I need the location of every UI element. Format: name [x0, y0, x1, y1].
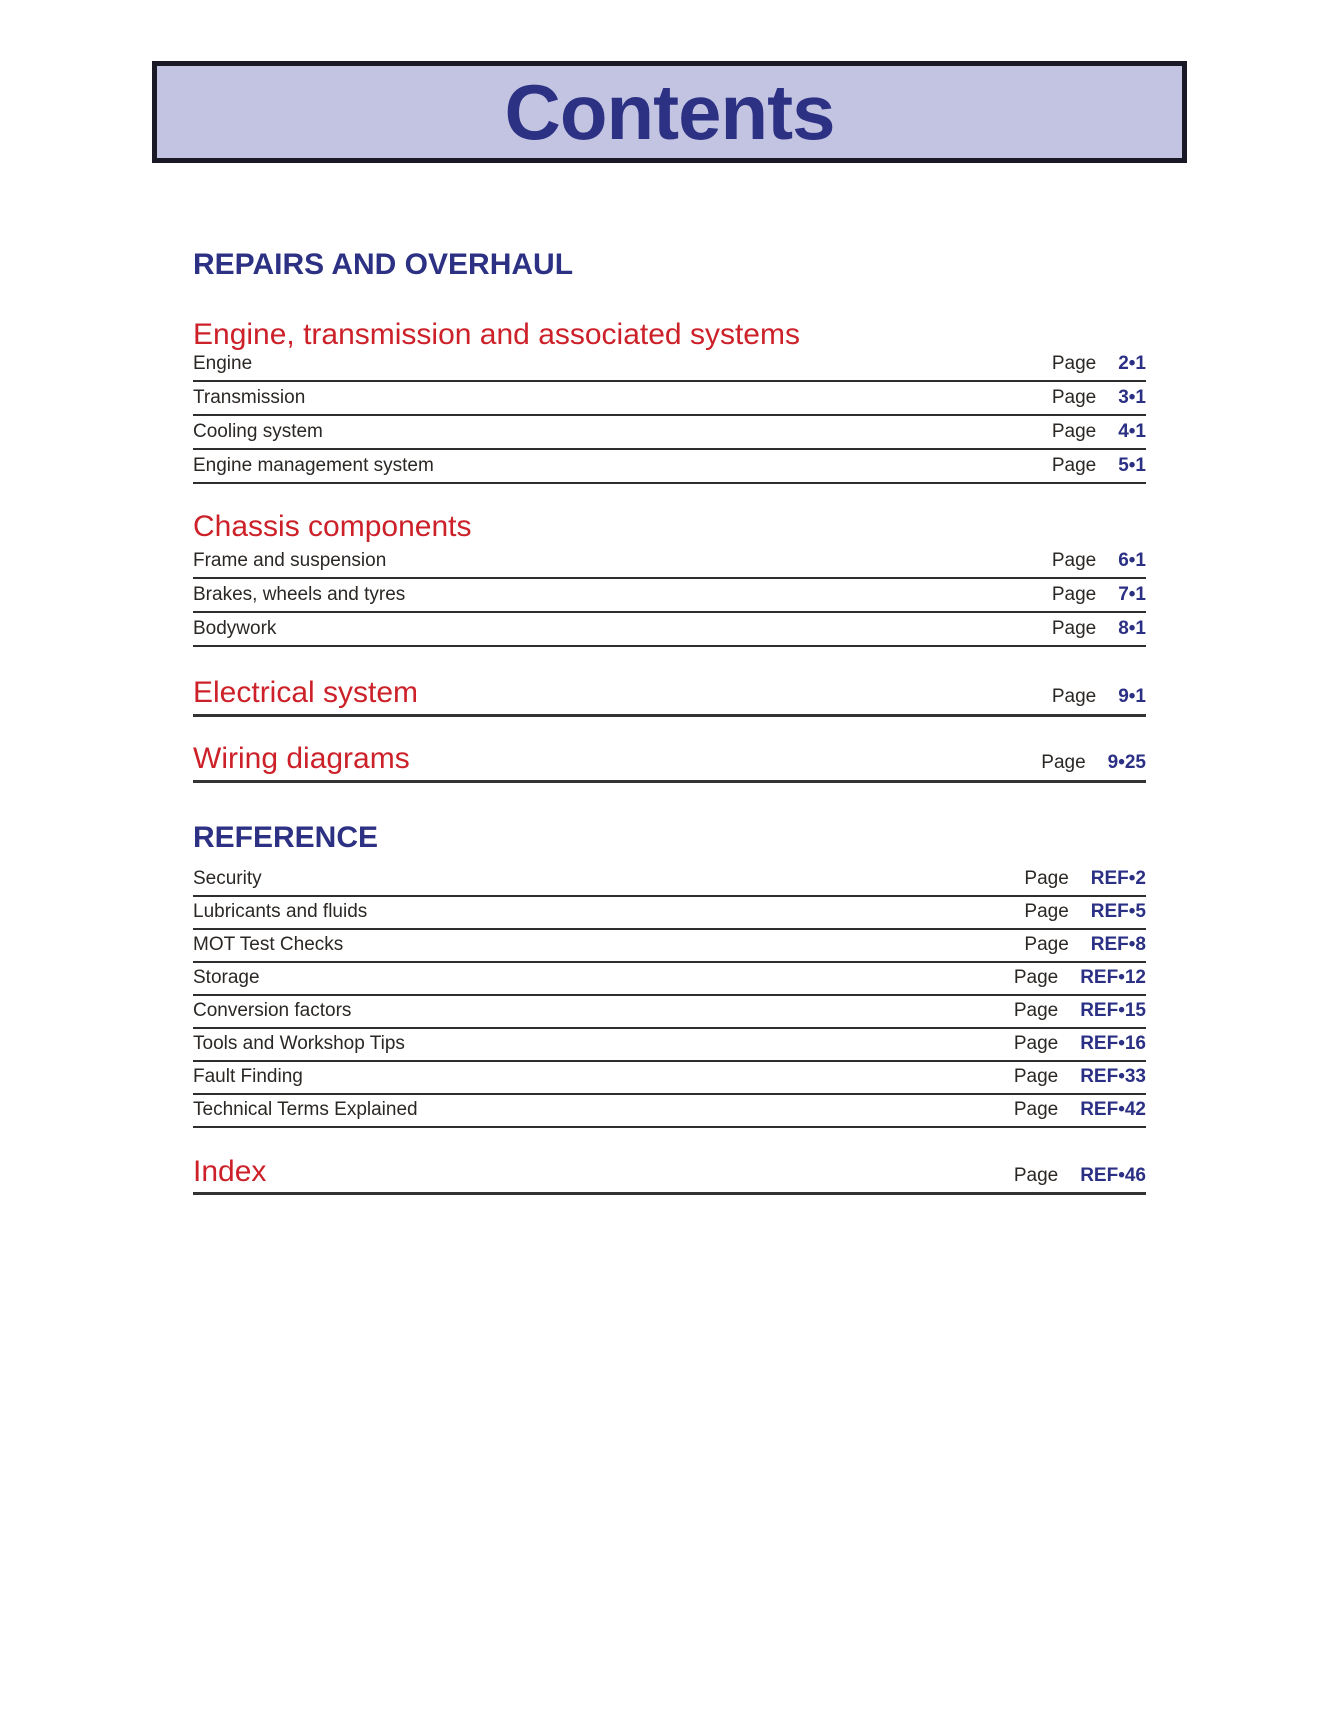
- page-number: REF•16: [1080, 1033, 1146, 1054]
- page-number: REF•15: [1080, 1000, 1146, 1021]
- toc-row-label: Cooling system: [193, 421, 323, 442]
- toc-row-mot-test-checks: [193, 930, 1146, 963]
- toc-row-fault-finding: [193, 1062, 1146, 1095]
- toc-row-label: Brakes, wheels and tyres: [193, 584, 406, 605]
- section-heading-reference: REFERENCE: [193, 821, 379, 854]
- page-number: REF•8: [1090, 934, 1146, 955]
- toc-row-lubricants-and-fluids: [193, 897, 1146, 930]
- toc-row-label: Tools and Workshop Tips: [193, 1033, 405, 1054]
- page-number: REF•5: [1090, 901, 1146, 922]
- page-word: Page: [1051, 686, 1097, 707]
- toc-row-technical-terms-explained: [193, 1095, 1146, 1128]
- toc-row-label: Bodywork: [193, 618, 277, 639]
- page-word: Page: [1013, 967, 1059, 988]
- page-number: 3•1: [1118, 387, 1146, 408]
- page-number: 7•1: [1118, 584, 1146, 605]
- toc-row-cooling-system: [193, 416, 1146, 450]
- page-number: 9•25: [1107, 752, 1146, 773]
- page-word: Page: [1024, 901, 1069, 922]
- toc-row-engine-management-system: [193, 450, 1146, 484]
- group-heading-index: Index: [193, 1155, 267, 1188]
- page-word: Page: [1041, 752, 1086, 773]
- page-number: REF•33: [1080, 1066, 1146, 1087]
- toc-row-label: Storage: [193, 967, 260, 988]
- page-word: Page: [1013, 1099, 1059, 1120]
- toc-row-tools-and-workshop-tips: [193, 1029, 1146, 1062]
- toc-row-index: [193, 1157, 1146, 1195]
- toc-row-label: Conversion factors: [193, 1000, 352, 1021]
- toc-row-label: MOT Test Checks: [193, 934, 344, 955]
- page-title: Contents: [504, 68, 835, 156]
- toc-row-brakes-wheels-tyres: [193, 579, 1146, 613]
- toc-row-transmission: [193, 382, 1146, 416]
- toc-row-label: Fault Finding: [193, 1066, 303, 1087]
- page-number: 9•1: [1118, 686, 1146, 707]
- page-word: Page: [1051, 618, 1097, 639]
- toc-row-bodywork: [193, 613, 1146, 647]
- page-word: Page: [1024, 868, 1069, 889]
- page-word: Page: [1051, 584, 1097, 605]
- toc-row-label: Engine: [193, 353, 253, 374]
- toc-row-frame-and-suspension: [193, 545, 1146, 579]
- page-word: Page: [1024, 934, 1069, 955]
- page-word: Page: [1013, 1165, 1059, 1186]
- toc-row-electrical-system: [193, 678, 1146, 717]
- page-number: REF•46: [1080, 1165, 1146, 1186]
- toc-row-conversion-factors: [193, 996, 1146, 1029]
- contents-banner: [152, 61, 1187, 163]
- group-heading-wiring-diagrams: Wiring diagrams: [193, 742, 410, 775]
- toc-row-engine: [193, 348, 1146, 382]
- toc-group-chassis-components: [193, 545, 1146, 647]
- page-word: Page: [1013, 1066, 1059, 1087]
- page-word: Page: [1051, 455, 1097, 476]
- toc-row-wiring-diagrams: [193, 744, 1146, 783]
- toc-row-label: Frame and suspension: [193, 550, 387, 571]
- page-number: 2•1: [1118, 353, 1146, 374]
- page-word: Page: [1051, 353, 1097, 374]
- group-heading-chassis-components: Chassis components: [193, 510, 472, 543]
- page-number: 5•1: [1118, 455, 1146, 476]
- page-word: Page: [1013, 1033, 1059, 1054]
- group-heading-electrical-system: Electrical system: [193, 676, 419, 709]
- page-number: REF•12: [1080, 967, 1146, 988]
- page-word: Page: [1051, 421, 1097, 442]
- toc-row-security: [193, 864, 1146, 897]
- toc-row-label: Lubricants and fluids: [193, 901, 368, 922]
- page-word: Page: [1013, 1000, 1059, 1021]
- page-word: Page: [1051, 387, 1097, 408]
- page-number: REF•42: [1080, 1099, 1146, 1120]
- toc-row-label: Technical Terms Explained: [193, 1099, 418, 1120]
- toc-row-label: Security: [193, 868, 262, 889]
- page-number: 8•1: [1118, 618, 1146, 639]
- group-heading-engine-transmission: Engine, transmission and associated systems: [193, 318, 800, 351]
- page-number: 4•1: [1118, 421, 1146, 442]
- page-number: 6•1: [1118, 550, 1146, 571]
- page-word: Page: [1051, 550, 1097, 571]
- section-heading-repairs-and-overhaul: REPAIRS AND OVERHAUL: [193, 248, 574, 281]
- toc-group-reference: [193, 864, 1146, 1128]
- toc-row-storage: [193, 963, 1146, 996]
- toc-row-label: Transmission: [193, 387, 306, 408]
- toc-row-label: Engine management system: [193, 455, 434, 476]
- toc-group-engine-transmission: [193, 348, 1146, 484]
- page-number: REF•2: [1090, 868, 1146, 889]
